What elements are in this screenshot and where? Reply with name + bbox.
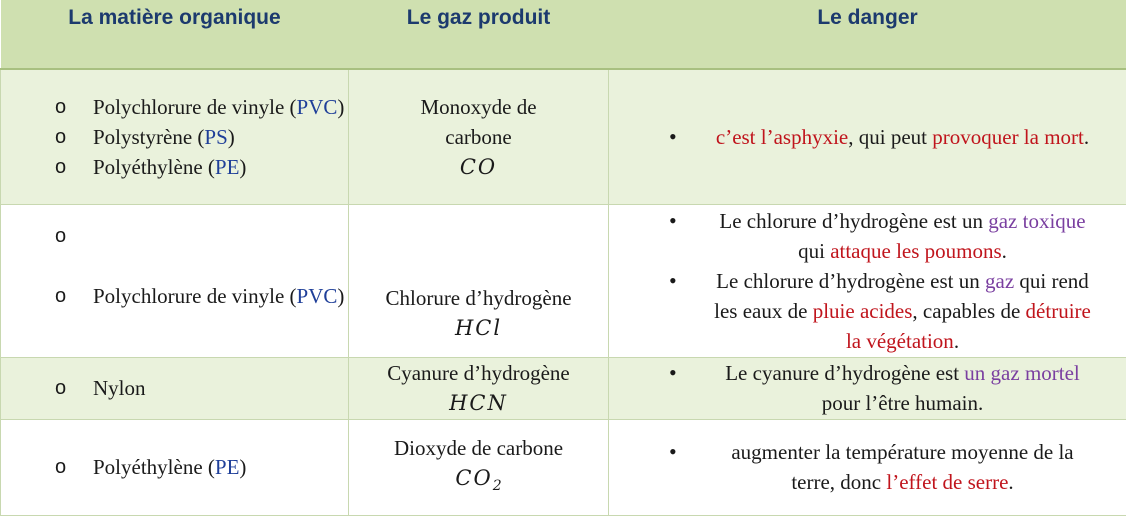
header-gaz: Le gaz produit (349, 0, 609, 69)
gaz-name: Cyanure d’hydrogène (349, 358, 608, 388)
gaz-cell (349, 419, 609, 515)
list-item: o Polystyrène (PS) (55, 122, 348, 152)
list-item: • Le chlorure d’hydrogène est un gaz toxique qui attaque les poumons. (669, 206, 1126, 266)
gaz-formula: HCl (349, 313, 608, 343)
danger-cell (609, 419, 1126, 515)
list-item: o Polyéthylène (PE) (55, 152, 348, 182)
list-item: • c’est l’asphyxie, qui peut provoquer la mort. (669, 122, 1126, 152)
danger-cell (609, 204, 1126, 357)
matiere-cell (1, 69, 349, 204)
list-item: o Polychlorure de vinyle (PVC) (55, 281, 348, 311)
header-danger: Le danger (609, 0, 1126, 69)
list-item: • Le chlorure d’hydrogène est un gaz qui rend les eaux de pluie acides, capables de détruire la végétation. (669, 266, 1126, 356)
list-item: • Le cyanure d’hydrogène est un gaz mortel pour l’être humain. (669, 358, 1126, 418)
list-item: • augmenter la température moyenne de la terre, donc l’effet de serre. (669, 437, 1126, 497)
list-item (55, 221, 348, 251)
list-item: o Nylon (55, 373, 348, 403)
header-matiere: La matière organique (1, 0, 349, 69)
gaz-cell (349, 357, 609, 419)
table-row (1, 357, 1126, 419)
matiere-cell (1, 357, 349, 419)
danger-cell (609, 357, 1126, 419)
gaz-cell (349, 69, 609, 204)
gaz-formula: CO (349, 152, 608, 182)
table-row (1, 204, 1126, 357)
matiere-cell (1, 204, 349, 357)
danger-cell (609, 69, 1126, 204)
gaz-name: Monoxyde de carbone (349, 92, 608, 152)
list-item: o Polyéthylène (PE) (55, 452, 348, 482)
table-header-row (1, 0, 1126, 69)
gaz-cell (349, 204, 609, 357)
table-row (1, 419, 1126, 515)
gaz-name: Chlorure d’hydrogène (349, 283, 608, 313)
gaz-formula: HCN (349, 388, 608, 418)
gaz-formula: $CO_2$ (349, 463, 608, 501)
table-row (1, 69, 1126, 204)
matiere-cell (1, 419, 349, 515)
gaz-name: Dioxyde de carbone (349, 433, 608, 463)
list-item: o Polychlorure de vinyle (PVC) (55, 92, 348, 122)
